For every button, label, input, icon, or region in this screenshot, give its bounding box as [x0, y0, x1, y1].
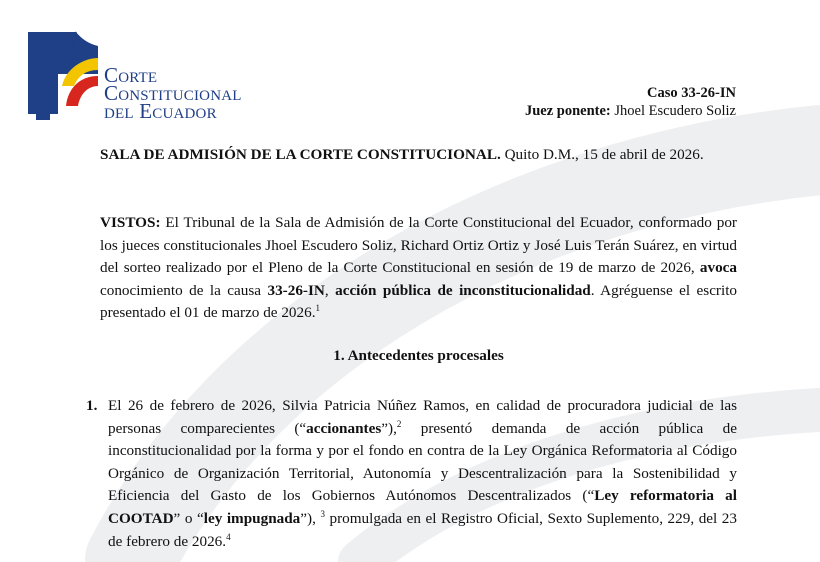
- logo-line-1: Corte: [104, 63, 158, 87]
- court-logo: [28, 24, 288, 128]
- section-heading: 1. Antecedentes procesales: [333, 347, 504, 364]
- court-emblem-icon: [28, 24, 108, 128]
- footnote-ref[interactable]: 1: [315, 303, 321, 314]
- judge-line: [525, 102, 736, 120]
- footnote-ref[interactable]: 2: [396, 418, 402, 429]
- judge-name: Jhoel Escudero Soliz: [614, 103, 736, 119]
- opening-paragraph: [100, 144, 737, 167]
- chamber-title: SALA DE ADMISIÓN DE LA CORTE CONSTITUCIONAL.: [100, 146, 501, 163]
- court-name: [104, 63, 242, 123]
- item-text: El 26 de febrero de 2026, Silvia Patricia Núñez Ramos, en calidad de procuradora judicial de las personas comparecientes (“accionantes”),$^2$ presentó demanda de acción pública de inconstitucionalidad por la forma y por el fondo en contra de la Ley Orgánica Reformatoria al Código Orgánico de Organización Territorial, Autonomía y Descentralización para la Sostenibilidad y Eficiencia del Gasto de los Gobiernos Autónomos Descentralizados (“Ley reformatoria al COOTAD” o “ley impugnada”), $^3$ promulgada en el Registro Oficial, Sexto Suplemento, 229, del 23 de febrero de 2026.$^4$: [108, 397, 737, 550]
- case-number: Caso 33-26-IN: [646, 85, 736, 101]
- footnote-ref[interactable]: 3: [320, 508, 325, 519]
- logo-line-2: Constitucional: [104, 81, 242, 105]
- date-location: Quito D.M., 15 de abril de 2026.: [500, 146, 704, 163]
- logo-line-3: del Ecuador: [104, 99, 217, 123]
- case-header: [525, 84, 736, 120]
- footnote-ref[interactable]: 4: [226, 531, 231, 542]
- judge-label: Juez ponente:: [524, 103, 611, 119]
- item-number: 1.: [86, 397, 98, 414]
- vistos-paragraph: VISTOS: El Tribunal de la Sala de Admisión de la Corte Constitucional del Ecuador, conformado por los jueces constitucionales Jhoel Escudero Soliz, Richard Ortiz Ortiz y José Luis Terán Suárez, en virtud del sorteo realizado por el Pleno de la Corte Constitucional en sesión de 19 de marzo de 2026, avoca conocimiento de la causa 33-26-IN, acción pública de inconstitucionalidad. Agréguense el escrito presentado el 01 de marzo de 2026.$^1$: [100, 214, 738, 322]
